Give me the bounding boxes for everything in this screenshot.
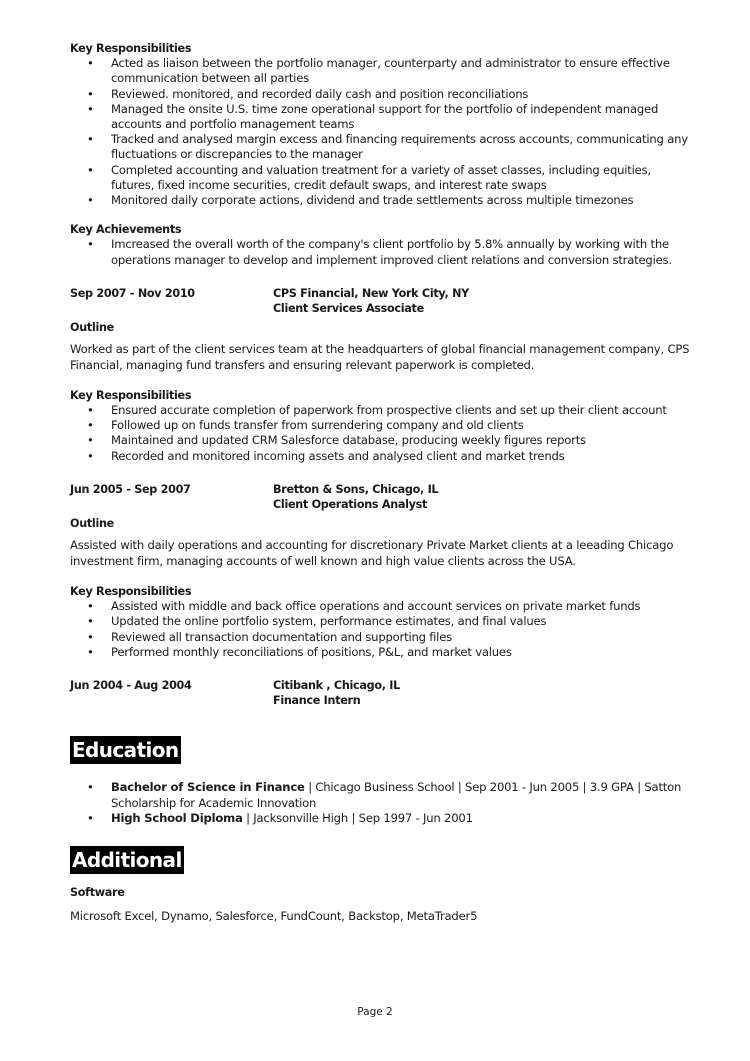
list-item: • Completed accounting and valuation treatment for a variety of asset classes, including equities, futures, fixed income securities, credit default swaps, and interest rate swaps bbox=[70, 163, 690, 193]
list-item: • Assisted with middle and back office operations and account services on private market funds bbox=[70, 599, 690, 614]
role-title: Client Services Associate bbox=[273, 302, 424, 316]
education-list bbox=[70, 780, 690, 826]
degree-details: | Jacksonville High | Sep 1997 - Jun 2001 bbox=[242, 810, 473, 825]
role-bretton-sons bbox=[70, 482, 690, 660]
role-title: Finance Intern bbox=[273, 694, 361, 708]
page-number: Page 2 bbox=[357, 1006, 393, 1018]
outline-text: Worked as part of the client services team at the headquarters of global financial management company, CPS Financial, managing fund transfers and ensuring relevant paperwork is completed. bbox=[70, 342, 690, 372]
list-item: • Reviewed. monitored, and recorded daily cash and position reconciliations bbox=[70, 87, 690, 102]
list-item: • Followed up on funds transfer from surrendering company and old clients bbox=[70, 418, 690, 433]
role-employer bbox=[273, 678, 400, 708]
role-title: Client Operations Analyst bbox=[273, 498, 428, 512]
outline-heading: Outline bbox=[70, 321, 114, 335]
list-item: • Recorded and monitored incoming assets and analysed client and market trends bbox=[70, 449, 690, 464]
role-header bbox=[70, 482, 690, 512]
list-item: • Maintained and updated CRM Salesforce database, producing weekly figures reports bbox=[70, 433, 690, 448]
software-list: Microsoft Excel, Dynamo, Salesforce, FundCount, Backstop, MetaTrader5 bbox=[70, 909, 478, 924]
list-item: • Ensured accurate completion of paperwork from prospective clients and set up their client account bbox=[70, 403, 690, 418]
key-achievements-heading: Key Achievements bbox=[70, 223, 182, 237]
outline-heading: Outline bbox=[70, 517, 114, 531]
list-item: • Managed the onsite U.S. time zone operational support for the portfolio of independent managed accounts and portfolio management teams bbox=[70, 102, 690, 132]
key-responsibilities-heading: Key Responsibilities bbox=[70, 42, 192, 55]
additional-section bbox=[70, 846, 690, 924]
additional-heading: Additional bbox=[72, 847, 182, 872]
resume-page bbox=[70, 41, 690, 924]
role-company: Bretton & Sons, Chicago, IL bbox=[273, 482, 439, 496]
role-cps-financial bbox=[70, 286, 690, 464]
key-responsibilities-heading: Key Responsibilities bbox=[70, 388, 192, 402]
responsibilities-list bbox=[70, 403, 690, 464]
degree-name: High School Diploma bbox=[111, 810, 243, 825]
list-item: • Monitored daily corporate actions, dividend and trade settlements across multiple timezones bbox=[70, 193, 690, 208]
role-header bbox=[70, 678, 690, 708]
outline-text: Assisted with daily operations and accounting for discretionary Private Market clients at a leeading Chicago investment firm, managing accounts of well known and high value clients across the USA. bbox=[70, 538, 674, 568]
role-dates: Sep 2007 - Nov 2010 bbox=[70, 286, 195, 300]
list-item: • Reviewed all transaction documentation and supporting files bbox=[70, 630, 690, 645]
role-dates: Jun 2005 - Sep 2007 bbox=[70, 482, 191, 496]
achievements-list bbox=[70, 237, 690, 267]
role-header bbox=[70, 286, 690, 316]
role-company: Citibank , Chicago, IL bbox=[273, 678, 400, 692]
list-item: • Acted as liaison between the portfolio manager, counterparty and administrator to ensure effective communication between all parties bbox=[70, 56, 690, 86]
list-item: • Updated the online portfolio system, performance estimates, and final values bbox=[70, 614, 690, 629]
education-item bbox=[70, 780, 690, 810]
degree-details: | Chicago Business School | Sep 2001 - Jun 2005 | 3.9 GPA | Satton Scholarship for Academic Innovation bbox=[111, 780, 682, 810]
responsibilities-list bbox=[70, 56, 690, 208]
education-section bbox=[70, 736, 690, 826]
role-dates: Jun 2004 - Aug 2004 bbox=[70, 678, 192, 692]
education-item bbox=[70, 811, 690, 826]
list-item: • Tracked and analysed margin excess and financing requirements across accounts, communicating any fluctuations or discrepancies to the manager bbox=[70, 132, 690, 162]
degree-name: Bachelor of Science in Finance bbox=[111, 780, 305, 795]
key-responsibilities-heading: Key Responsibilities bbox=[70, 584, 192, 598]
responsibilities-list bbox=[70, 599, 690, 660]
prev-role-continuation bbox=[70, 41, 690, 268]
role-company: CPS Financial, New York City, NY bbox=[273, 286, 469, 300]
list-item: • Performed monthly reconciliations of positions, P&L, and market values bbox=[70, 645, 690, 660]
list-item: • Imcreased the overall worth of the company's client portfolio by 5.8% annually by working with the operations manager to develop and implement improved client relations and conversion strategies. bbox=[70, 237, 690, 267]
role-employer bbox=[273, 286, 469, 316]
education-heading: Education bbox=[72, 738, 179, 763]
software-heading: Software bbox=[70, 885, 125, 899]
role-employer bbox=[273, 482, 438, 512]
role-citibank bbox=[70, 678, 690, 708]
